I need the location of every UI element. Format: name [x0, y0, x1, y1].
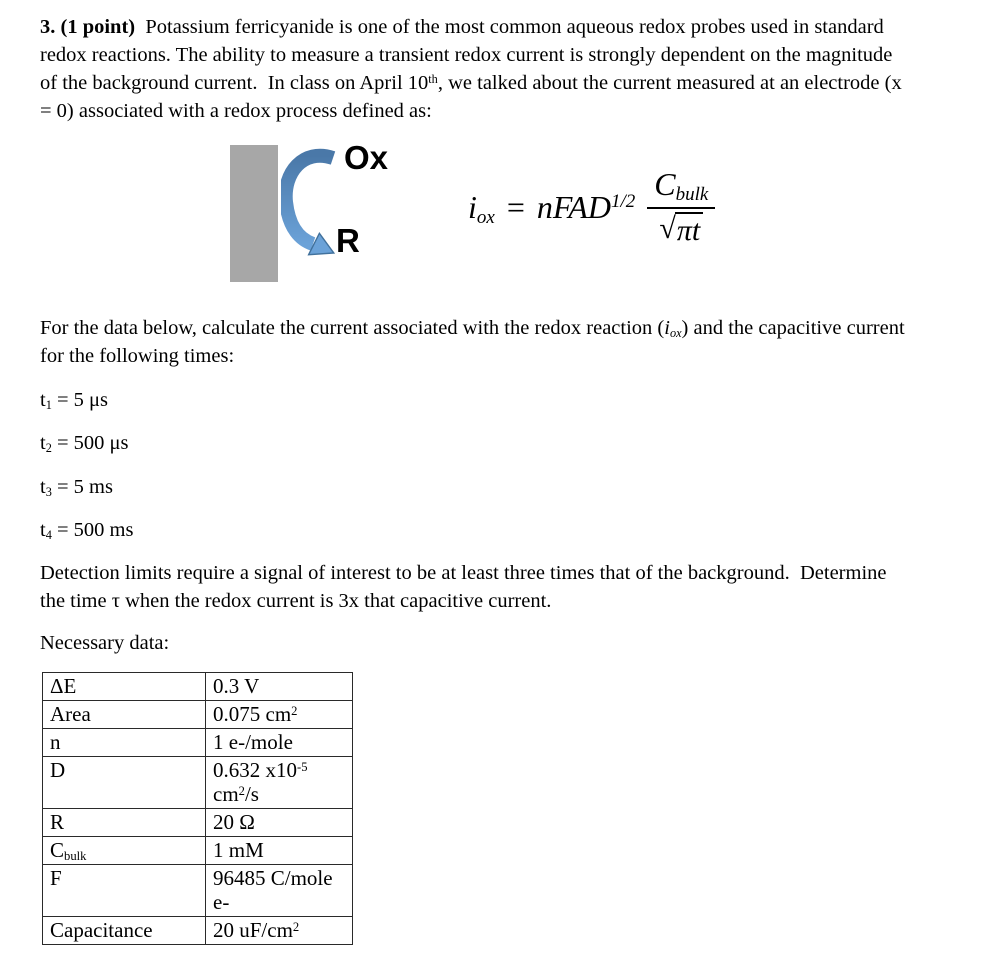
time-t3: $t_3 = 5$ ms [40, 476, 113, 500]
text-line: for the following times: [40, 345, 235, 367]
time-t4: $t_4 = 500$ ms [40, 519, 134, 543]
value-cell: 0.632 $x10^{-5}$ $cm^2/s$ [206, 757, 353, 809]
data-table-body [43, 673, 353, 945]
parameter-cell: $C_{bulk}$ [43, 837, 206, 865]
radical-sign: √ [659, 212, 676, 245]
value-cell: 20 Ω [206, 809, 353, 837]
parameter-cell: n [43, 729, 206, 757]
necessary-data-label: Necessary data: [40, 632, 170, 654]
table-row [43, 809, 353, 837]
electrode-rectangle [230, 145, 278, 282]
table-row [43, 729, 353, 757]
table-row [43, 917, 353, 945]
table-row [43, 837, 353, 865]
text-line: Detection limits require a signal of interest to be at least three times that of the background. Determine [40, 562, 887, 584]
value-cell: 0.075 $cm^2$ [206, 701, 353, 729]
equation-coefficient: nFAD$^{1/2}$ [536, 188, 636, 225]
ox-label: Ox [344, 139, 389, 176]
parameter-cell: R [43, 809, 206, 837]
problem-statement [40, 13, 902, 125]
text-line: the time τ when the redox current is 3x that capacitive current. [40, 590, 552, 612]
time-t2: $t_2 = 500$ μs [40, 432, 129, 456]
intro-paragraph [40, 314, 905, 370]
table-row [43, 701, 353, 729]
value-cell: 1 mM [206, 837, 353, 865]
value-cell: 96485 C/mole e- [206, 865, 353, 917]
text-line: of the background current. In class on April 10th, we talked about the current measured at an electrode (x [40, 72, 902, 94]
parameter-cell: F [43, 865, 206, 917]
value-cell: 0.3 V [206, 673, 353, 701]
text-line: 3. (1 point) Potassium ferricyanide is one of the most common aqueous redox probes used in standard [40, 16, 884, 38]
fraction-numerator: $C_{bulk}$ [647, 166, 715, 209]
parameter-cell: ΔE [43, 673, 206, 701]
parameter-cell: Area [43, 701, 206, 729]
value-cell: 20 $uF/cm^2$ [206, 917, 353, 945]
time-t1: $t_1 = 5$ μs [40, 389, 109, 413]
table-row [43, 757, 353, 809]
necessary-data-table [42, 672, 353, 945]
redox-current-equation [468, 166, 715, 248]
fraction-denominator: √ πt [659, 209, 703, 248]
table-row [43, 673, 353, 701]
detection-paragraph [40, 559, 887, 615]
equation-lhs: $i_{ox}$ [468, 188, 495, 228]
r-label: R [336, 222, 360, 259]
equation-fraction [647, 166, 715, 248]
text-line: = 0) associated with a redox process defined as: [40, 100, 432, 122]
table-row [43, 865, 353, 917]
value-cell: 1 e-/mole [206, 729, 353, 757]
parameter-cell: Capacitance [43, 917, 206, 945]
parameter-cell: D [43, 757, 206, 809]
text-line: redox reactions. The ability to measure a transient redox current is strongly dependent on the magnitude [40, 44, 893, 66]
equals-sign: = [506, 188, 525, 225]
text-line: For the data below, calculate the current associated with the redox reaction $(i_{ox})$ and the capacitive current [40, 317, 905, 341]
